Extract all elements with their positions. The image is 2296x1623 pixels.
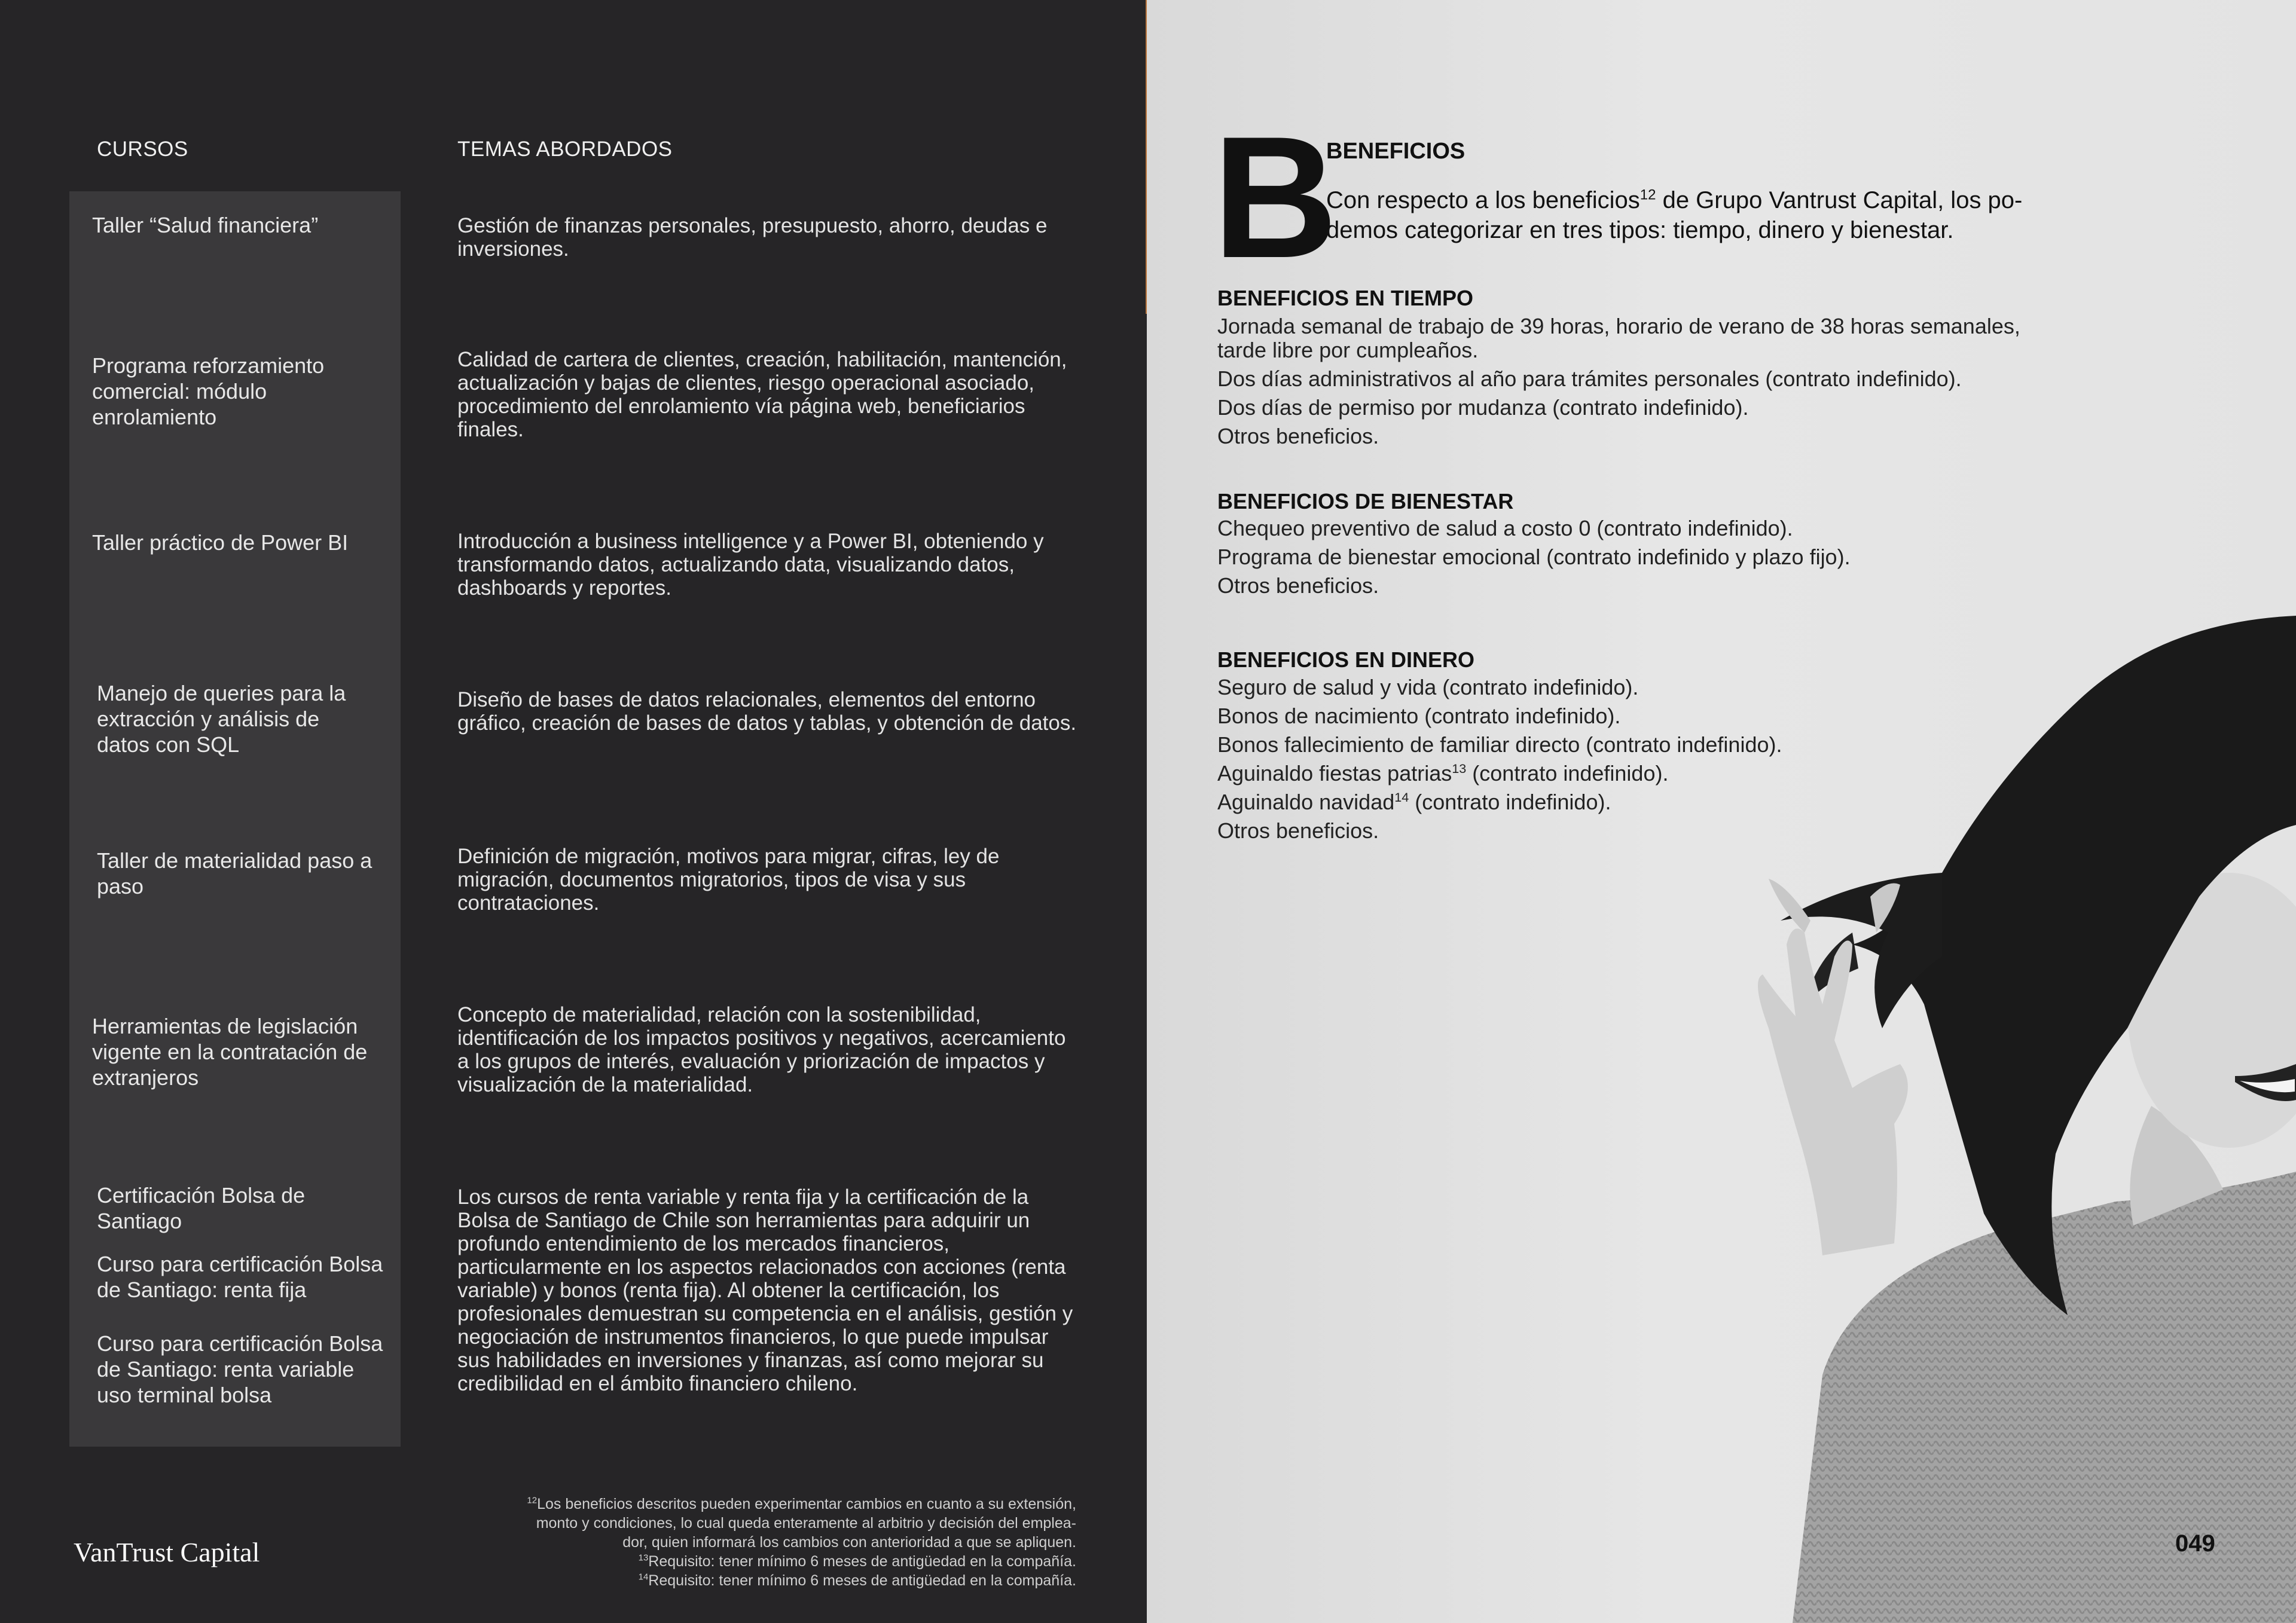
- courses-column-header: CURSOS: [97, 137, 188, 161]
- benefits-money-title: BENEFICIOS EN DINERO: [1217, 647, 1475, 672]
- right-page: [1147, 0, 2296, 1623]
- section-title: BENEFICIOS: [1326, 139, 1465, 164]
- footnote-marker: 14: [638, 1572, 649, 1582]
- topic-cell: Concepto de materialidad, relación con la sostenibilidad, identificación de los impactos positivos y negativos, acercamiento a los grupos de interés, evaluación y priorización de impactos y visualización de la materialidad.: [457, 1003, 1066, 1096]
- course-cell: Manejo de queries para la extracción y análisis de datos con SQL: [97, 681, 346, 757]
- footnote-marker: 14: [1394, 790, 1409, 805]
- course-cell: Curso para certificación Bolsa de Santiago: renta variable uso terminal bolsa: [97, 1331, 383, 1407]
- footnote-text: monto y condiciones, lo cual queda enteramente al arbitrio y decisión del emplea-: [536, 1515, 1076, 1532]
- list-item: Programa de bienestar emocional (contrato indefinido y plazo fijo).: [1217, 545, 1851, 569]
- course-cell: Taller práctico de Power BI: [92, 530, 349, 555]
- list-item: Otros beneficios.: [1217, 818, 1379, 843]
- list-item: Aguinaldo navidad$^{14}$ (contrato indefinido).: [1217, 790, 1611, 814]
- list-item: Bonos fallecimiento de familiar directo (contrato indefinido).: [1217, 732, 1782, 757]
- benefits-wellbeing-title: BENEFICIOS DE BIENESTAR: [1217, 489, 1514, 514]
- footnote-text: Los beneficios descritos pueden experimentar cambios en cuanto a su extensión,: [537, 1496, 1076, 1512]
- list-item: Otros beneficios.: [1217, 424, 1379, 448]
- page-number: 049: [2175, 1530, 2215, 1557]
- list-item: Dos días administrativos al año para trámites personales (contrato indefinido).: [1217, 366, 1962, 391]
- footnote-marker: 12: [1639, 187, 1656, 203]
- topic-cell: Calidad de cartera de clientes, creación, habilitación, mantención, actualización y bajas de clientes, riesgo operacional asociado, procedimiento del enrolamiento vía página web, beneficiarios finales.: [457, 348, 1067, 441]
- benefits-time-title: BENEFICIOS EN TIEMPO: [1217, 286, 1474, 310]
- section-intro: Con respecto a los beneficios$^{12}$ de Grupo Vantrust Capital, los po- demos categorizar en tres tipos: tiempo, dinero y bienestar.: [1326, 187, 2023, 243]
- list-item: Jornada semanal de trabajo de 39 horas, horario de verano de 38 horas semanales, tarde libre por cumpleaños.: [1217, 314, 2020, 362]
- course-cell: Taller “Salud financiera”: [92, 213, 319, 237]
- footnote-marker: 13: [1452, 761, 1467, 776]
- topic-cell: Diseño de bases de datos relacionales, elementos del entorno gráfico, creación de bases de datos y tablas, y obtención de datos.: [457, 688, 1077, 735]
- course-cell: Curso para certificación Bolsa de Santiago: renta fija: [97, 1252, 383, 1302]
- benefits-time-list: [1217, 314, 2114, 453]
- topic-cell: Definición de migración, motivos para migrar, cifras, ley de migración, documentos migratorios, tipos de visa y sus contrataciones.: [457, 845, 1000, 915]
- course-cell: Certificación Bolsa de Santiago: [97, 1183, 306, 1233]
- topics-column-header: TEMAS ABORDADOS: [457, 137, 673, 161]
- course-cell: Programa reforzamiento comercial: módulo enrolamiento: [92, 353, 325, 429]
- brand-logo-text: VanTrust Capital: [74, 1537, 260, 1567]
- left-page: [0, 0, 1147, 1623]
- list-item: Aguinaldo fiestas patrias$^{13}$ (contrato indefinido).: [1217, 761, 1669, 785]
- list-item: Dos días de permiso por mudanza (contrato indefinido).: [1217, 395, 1749, 420]
- topic-cell: Los cursos de renta variable y renta fija y la certificación de la Bolsa de Santiago de Chile son herramientas para adquirir un profundo entendimiento de los mercados financieros, particularmente en los aspectos relacionados con acciones (renta variable) y bonos (renta fija). Al obtener la certificación, los profesionales demuestran su competencia en el análisis, gestión y negociación de instrumentos financieros, lo que puede impulsar sus habilidades en inversiones y finanzas, así como mejorar su credibilidad en el ámbito financiero chileno.: [457, 1185, 1073, 1395]
- footnote-marker: 12: [527, 1495, 538, 1506]
- topic-cell: Introducción a business intelligence y a Power BI, obteniendo y transformando datos, actualizando data, visualizando datos, dashboards y reportes.: [457, 530, 1044, 600]
- footnote-text: Requisito: tener mínimo 6 meses de antigüedad en la compañía.: [648, 1553, 1076, 1570]
- benefits-money-list: [1217, 676, 2114, 848]
- topic-cell: Gestión de finanzas personales, presupuesto, ahorro, deudas e inversiones.: [457, 214, 1048, 261]
- list-item: Seguro de salud y vida (contrato indefinido).: [1217, 675, 1639, 699]
- benefits-wellbeing-list: [1217, 516, 2114, 603]
- list-item: Chequeo preventivo de salud a costo 0 (contrato indefinido).: [1217, 516, 1793, 540]
- course-cell: Taller de materialidad paso a paso: [97, 848, 373, 898]
- footnote-marker: 13: [638, 1552, 649, 1563]
- footnote-text: dor, quien informará los cambios con anterioridad a que se apliquen.: [622, 1534, 1076, 1551]
- list-item: Bonos de nacimiento (contrato indefinido).: [1217, 704, 1621, 728]
- section-letter: B: [1213, 100, 1338, 294]
- footnote-text: Requisito: tener mínimo 6 meses de antigüedad en la compañía.: [648, 1572, 1076, 1589]
- footnotes: [419, 1494, 1076, 1590]
- list-item: Otros beneficios.: [1217, 573, 1379, 598]
- course-cell: Herramientas de legislación vigente en la contratación de extranjeros: [92, 1014, 368, 1090]
